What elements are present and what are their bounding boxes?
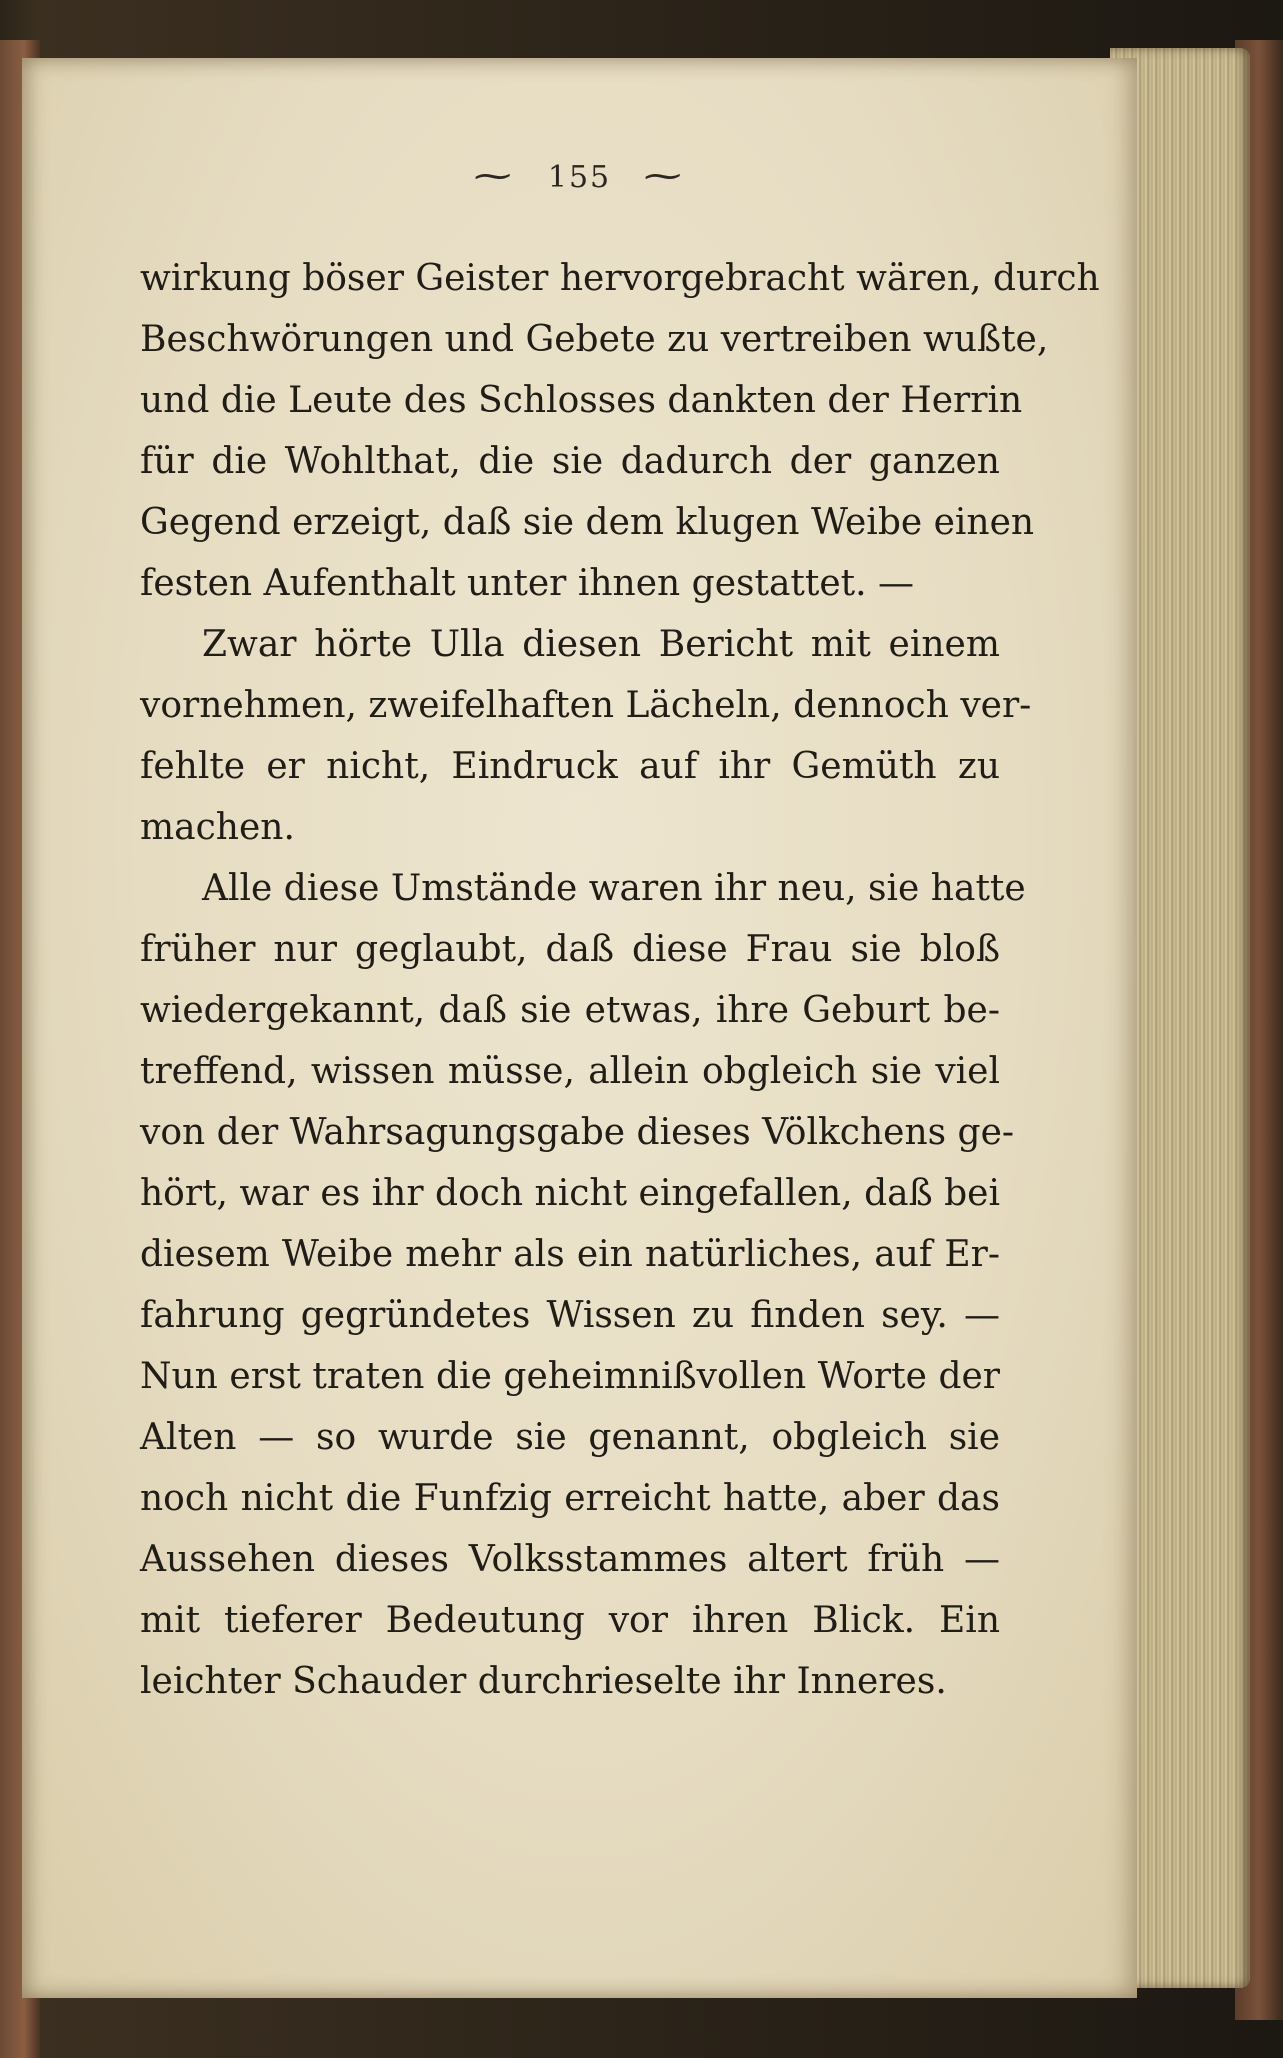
text-line: Aussehen dieses Volksstammes altert früh — (140, 1539, 1000, 1580)
text-line: noch nicht die Funfzig erreicht hatte, aber das (140, 1478, 1000, 1519)
text-line: Alten — so wurde sie genannt, obgleich sie (140, 1417, 1000, 1458)
text-line: fehlte er nicht, Eindruck auf ihr Gemüth zu (140, 746, 1000, 787)
ornament-left-icon: ~ (470, 156, 520, 196)
text-line: vornehmen, zweifelhaften Lächeln, dennoch ver- (140, 685, 1032, 726)
text-line: Nun erst traten die geheimnißvollen Worte der (140, 1356, 1000, 1397)
text-line: für die Wohlthat, die sie dadurch der ganzen (140, 441, 1000, 482)
text-line: fahrung gegründetes Wissen zu finden sey. — (140, 1295, 1000, 1336)
page-number: 155 (547, 160, 612, 195)
text-line: mit tieferer Bedeutung vor ihren Blick. Ein (140, 1600, 1000, 1641)
text-line: früher nur geglaubt, daß diese Frau sie bloß (140, 929, 1000, 970)
text-line: wirkung böser Geister hervorgebracht wären, durch (140, 258, 1100, 299)
text-line: von der Wahrsagungsgabe dieses Völkchens ge- (140, 1112, 1015, 1153)
text-line: Zwar hörte Ulla diesen Bericht mit einem (202, 624, 1000, 665)
text-line: diesem Weibe mehr als ein natürliches, auf Er- (140, 1234, 1000, 1275)
text-line: Alle diese Umstände waren ihr neu, sie hatte (202, 868, 1026, 909)
book-page (22, 58, 1137, 1998)
text-line: festen Aufenthalt unter ihnen gestattet. — (140, 563, 914, 604)
page-header (22, 156, 1137, 196)
text-line: treffend, wissen müsse, allein obgleich sie viel (140, 1051, 1000, 1092)
text-line: machen. (140, 807, 295, 848)
body-text (140, 248, 1100, 1712)
text-line: hört, war es ihr doch nicht eingefallen, daß bei (140, 1173, 1000, 1214)
text-line: Beschwörungen und Gebete zu vertreiben wußte, (140, 319, 1049, 360)
text-line: wiedergekannt, daß sie etwas, ihre Geburt be- (140, 990, 1000, 1031)
ornament-right-icon: ~ (639, 156, 689, 196)
text-line: Gegend erzeigt, daß sie dem klugen Weibe einen (140, 502, 1035, 543)
text-line: und die Leute des Schlosses dankten der Herrin (140, 380, 1023, 421)
text-line: leichter Schauder durchrieselte ihr Inneres. (140, 1661, 947, 1702)
